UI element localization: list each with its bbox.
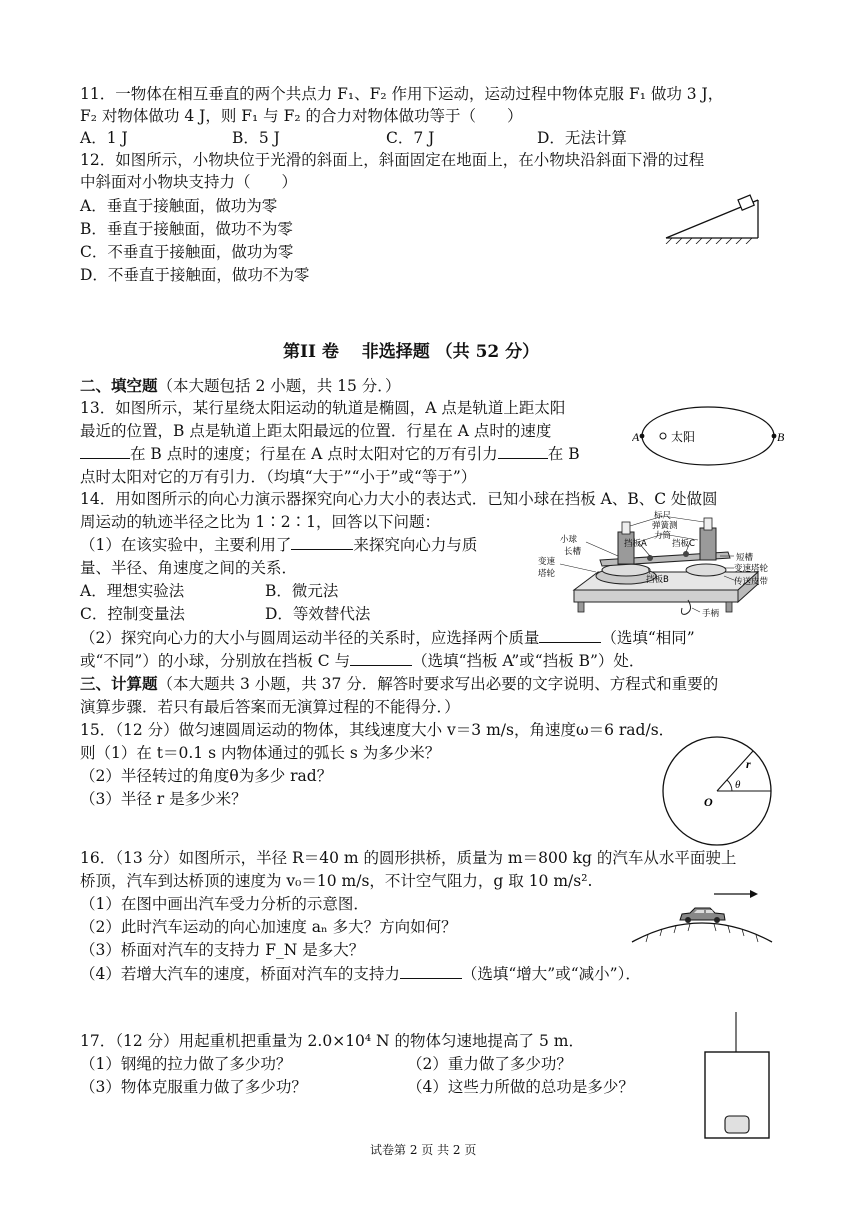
q11-line2: F₂ 对物体做功 4 J，则 F₁ 与 F₂ 的合力对物体做功等于（ ）	[80, 107, 523, 125]
q14-line1: 14．用如图所示的向心力演示器探究向心力大小的表达式．已知小球在挡板 A、B、C 处做圆	[80, 490, 718, 508]
q17-p1: （1）钢绳的拉力做了多少功？	[80, 1055, 292, 1073]
angle-label: θ	[735, 779, 741, 791]
q11-option-c: C．7 J	[386, 129, 435, 147]
label-duancao: 短槽	[736, 553, 754, 563]
label-biaochi: 标尺	[654, 511, 672, 521]
fill-heading: 二、填空题（本大题包括 2 小题，共 15 分．）	[80, 376, 401, 395]
center-label: O	[704, 795, 713, 809]
q13-line4: 点时太阳对它的万有引力．（均填“大于”“小于”或“等于”）	[80, 468, 477, 486]
label-shoubing: 手柄	[702, 609, 720, 619]
q12-option-b: B．垂直于接触面，做功不为零	[80, 220, 293, 238]
q11-option-b: B．5 J	[232, 129, 280, 147]
q14-option-a: A．理想实验法	[80, 582, 185, 600]
q12-option-d: D．不垂直于接触面，做功不为零	[80, 266, 310, 284]
q13-blank-2[interactable]	[498, 444, 548, 459]
q16-p4: （4）若增大汽车的速度，桥面对汽车的支持力 （选填“增大”或“减小”）．	[80, 965, 641, 983]
q15-p3: （3）半径 r 是多少米？	[80, 790, 247, 808]
q14-p1: （1）在该实验中，主要利用了 来探究向心力与质	[80, 536, 478, 554]
q14-option-c: C．控制变量法	[80, 605, 185, 623]
q17-p2: （2）重力做了多少功？	[407, 1055, 572, 1073]
orbit-figure	[632, 404, 784, 468]
q16-p2: （2）此时汽车运动的向心加速度 aₙ 多大？方向如何？	[80, 918, 457, 936]
section-title: 第II 卷 非选择题 （共 52 分）	[283, 342, 540, 362]
label-changcao: 长槽	[564, 547, 582, 557]
radius-label: r	[746, 757, 751, 771]
calc-note2: 演算步骤．若只有最后答案而无演算过程的不能得分．）	[80, 698, 460, 716]
q14-option-d: D．等效替代法	[265, 605, 371, 623]
q14-option-b: B．微元法	[265, 582, 339, 600]
q16-blank[interactable]	[400, 964, 462, 979]
q12-option-c: C．不垂直于接触面，做功为零	[80, 243, 294, 261]
q14-p1c: 量、半径、角速度之间的关系．	[80, 559, 298, 577]
q14-p2-line2: 或“不同”）的小球，分别放在挡板 C 与 （选填“挡板 A”或“挡板 B”）处．	[80, 652, 645, 670]
label-talun: 塔轮	[538, 569, 556, 579]
q13-line1: 13．如图所示，某行星绕太阳运动的轨道是椭圆，A 点是轨道上距太阳	[80, 399, 566, 417]
label-b: B	[777, 430, 784, 444]
q12-line1: 12．如图所示，小物块位于光滑的斜面上，斜面固定在地面上，在小物块沿斜面下滑的过程	[80, 151, 705, 169]
circle-figure	[660, 734, 774, 848]
q12-option-a: A．垂直于接触面，做功为零	[80, 197, 278, 215]
q11-line1: 11．一物体在相互垂直的两个共点力 F₁、F₂ 作用下运动，运动过程中物体克服 F₁ 做功 3 J，	[80, 85, 724, 103]
label-dangban-c: 挡板C	[672, 539, 695, 549]
car-shape	[680, 908, 725, 923]
q14-line2: 周运动的轨迹半径之比为 1∶2∶1，回答以下问题：	[80, 513, 441, 531]
q11-option-a: A．1 J	[80, 129, 128, 147]
label-dangban-a: 挡板A	[624, 539, 647, 549]
q13-line3: 在 B 点时的速度；行星在 A 点时太阳对它的万有引力 在 B	[80, 444, 580, 464]
load-block	[725, 1116, 749, 1133]
q14-blank-2[interactable]	[539, 628, 601, 643]
label-dangban-b: 挡板B	[646, 575, 669, 585]
incline-figure	[662, 188, 762, 244]
q16-p3: （3）桥面对汽车的支持力 F_N 是多大？	[80, 941, 365, 959]
calc-heading: 三、计算题（本大题共 3 小题，共 37 分．解答时要求写出必要的文字说明、方程式和重要的	[80, 674, 719, 693]
q12-line2: 中斜面对小物块支持力（ ）	[80, 173, 298, 191]
q17-p4: （4）这些力所做的总功是多少？	[407, 1078, 634, 1096]
q17-line1: 17．（12 分）用起重机把重量为 2.0×10⁴ N 的物体匀速地提高了 5 m．	[80, 1032, 584, 1050]
q13-line2: 最近的位置，B 点是轨道上距太阳最远的位置．行星在 A 点时的速度	[80, 422, 552, 440]
bridge-figure	[628, 882, 776, 946]
q14-blank-3[interactable]	[350, 651, 412, 666]
sun-label: 太阳	[671, 430, 696, 444]
label-biansu-talun: 变速塔轮	[734, 564, 769, 574]
q14-p2-line1: （2）探究向心力的大小与圆周运动半径的关系时，应选择两个质量 （选填“相同”	[80, 629, 695, 647]
q13-blank-1[interactable]	[80, 444, 130, 459]
label-biansu: 变速	[538, 557, 556, 567]
q16-line1: 16．（13 分）如图所示，半径 R＝40 m 的圆形拱桥，质量为 m＝800 kg 的汽车从水平面驶上	[80, 849, 737, 867]
label-chuandong: 传送皮带	[734, 577, 769, 587]
q15-p1: 则（1）在 t＝0.1 s 内物体通过的弧长 s 为多少米？	[80, 744, 441, 762]
q11-option-d: D．无法计算	[537, 129, 627, 147]
label-tanhuang: 弹簧测	[652, 521, 678, 531]
q15-p2: （2）半径转过的角度θ为多少 rad？	[80, 767, 333, 785]
q15-line1: 15．（12 分）做匀速圆周运动的物体，其线速度大小 v＝3 m/s，角速度ω＝6 rad/s．	[80, 721, 675, 739]
label-litong: 力筒	[654, 531, 672, 541]
q16-p1: （1）在图中画出汽车受力分析的示意图．	[80, 895, 369, 913]
label-xiaoqiu: 小球	[560, 535, 578, 545]
centripetal-device-figure	[538, 508, 778, 626]
q14-blank-1[interactable]	[291, 535, 353, 550]
page-footer: 试卷第 2 页 共 2 页	[370, 1143, 477, 1157]
q17-p3: （3）物体克服重力做了多少功？	[80, 1078, 307, 1096]
q16-line2: 桥顶，汽车到达桥顶的速度为 v₀＝10 m/s，不计空气阻力，g 取 10 m/s².	[80, 872, 593, 890]
sun-marker	[660, 433, 666, 439]
label-a: A	[632, 430, 640, 444]
crane-figure	[700, 1012, 774, 1140]
